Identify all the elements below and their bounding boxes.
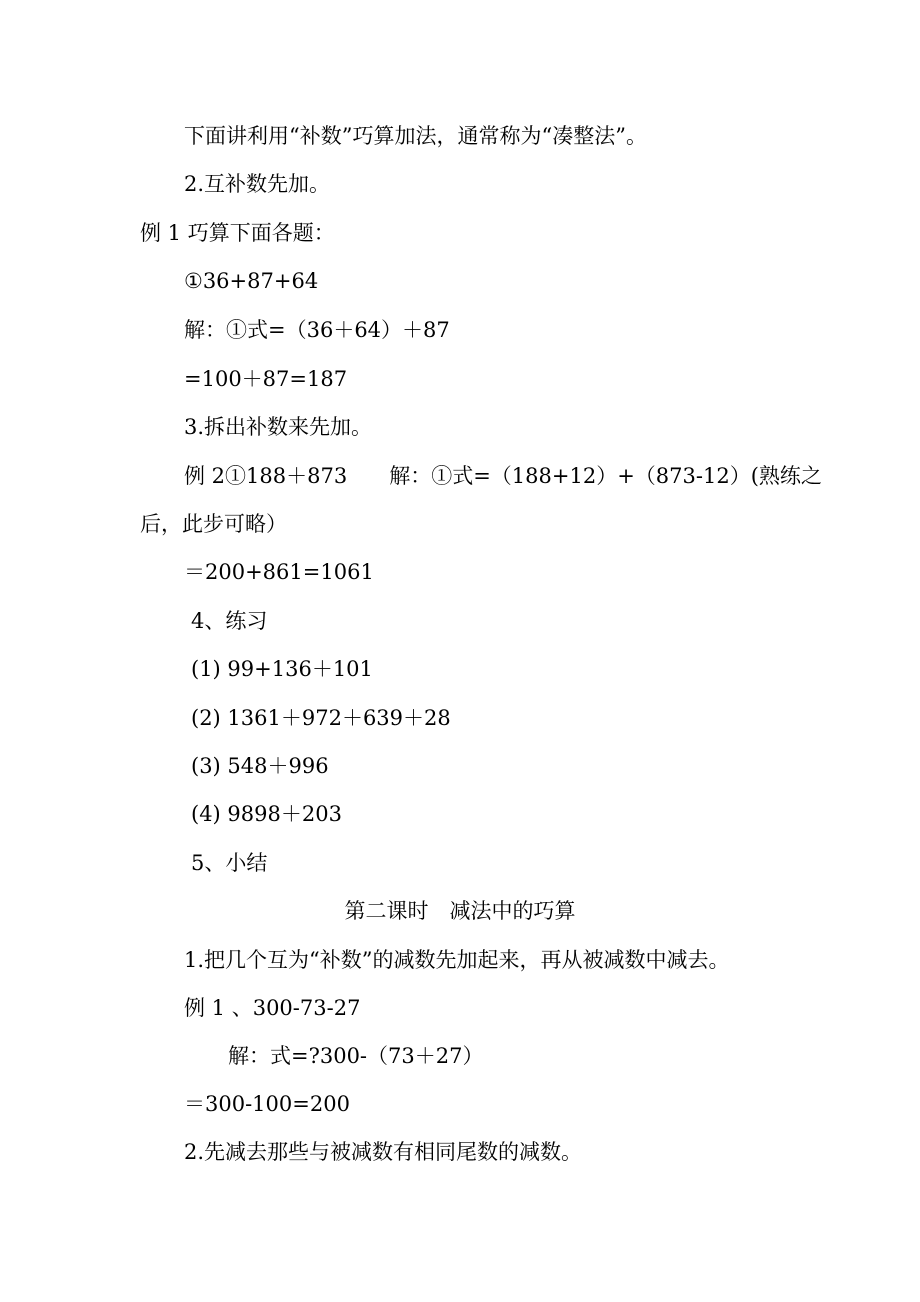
section-heading: 第二课时 减法中的巧算: [344, 899, 576, 923]
practice-item-1: (1) 99+136＋101: [191, 657, 373, 681]
practice-item-2: (2) 1361＋972＋639＋28: [191, 706, 451, 730]
practice-heading: 4、练习: [191, 609, 268, 633]
paragraph-complement-intro: 下面讲利用“补数”巧算加法，通常称为“凑整法”。: [184, 124, 647, 148]
summary-heading: 5、小结: [191, 851, 268, 875]
example-2-result: ＝200+861=1061: [184, 560, 374, 584]
example-1-solution-step: 解：①式=（36＋64）＋87: [184, 318, 450, 342]
practice-item-3: (3) 548＋996: [191, 754, 329, 778]
subtraction-example-1-solution: 解：式=?300-（73＋27）: [228, 1044, 484, 1068]
practice-item-4: (4) 9898＋203: [191, 802, 342, 826]
subtraction-step-2: 2.先减去那些与被减数有相同尾数的减数。: [184, 1140, 583, 1164]
example-1-heading: 例 1 巧算下面各题：: [140, 221, 335, 245]
step-2-heading: 2.互补数先加。: [184, 172, 331, 196]
subtraction-example-1: 例 1 、300-73-27: [184, 996, 361, 1020]
subtraction-example-1-result: ＝300-100=200: [184, 1092, 350, 1116]
example-1-solution-result: =100＋87=187: [184, 367, 348, 391]
example-2-line: 例 2①188＋873 解：①式=（188+12）+（873-12）(熟练之: [184, 464, 822, 488]
example-2-continuation: 后，此步可略）: [140, 512, 287, 536]
subtraction-step-1: 1.把几个互为“补数”的减数先加起来，再从被减数中减去。: [184, 948, 730, 972]
example-1-problem: ①36+87+64: [184, 269, 319, 293]
step-3-heading: 3.拆出补数来先加。: [184, 415, 373, 439]
